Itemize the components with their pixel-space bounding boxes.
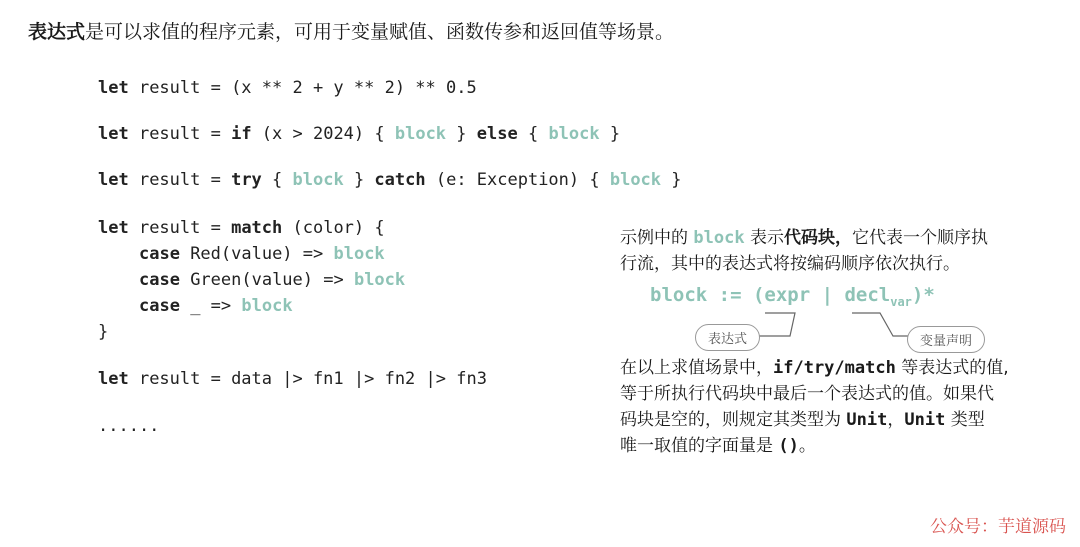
note-text: 示例中的 [620,228,694,248]
code-line-4 [98,215,385,241]
code-text: result = data |> fn1 |> fn2 |> fn3 [128,369,487,389]
note-text: 。 [798,436,816,456]
code-text: (color) { [282,218,385,238]
connector-expr [755,313,795,336]
code-text: Red(value) => [179,244,334,264]
watermark: 公众号：芋道源码 [930,517,1066,537]
kw: case [139,296,180,316]
grammar-rule [650,284,935,309]
code-text: (x > 2024) { [251,124,395,144]
kw: let [98,78,129,98]
block-word: block [693,228,745,248]
code-text: result = [128,218,232,238]
code-text: _ => [179,296,242,316]
kw: case [139,270,180,290]
kw: let [98,124,129,144]
code-text: result = (x ** 2 + y ** 2) ** 0.5 [128,78,477,98]
connector-decl [852,313,908,336]
kw: case [139,244,180,264]
note-line [620,433,1009,459]
note-text: 在以上求值场景中， [620,358,773,378]
note-text: 唯一取值的字面量是 [620,436,779,456]
note-mono: Unit [904,410,946,430]
block-word: block [292,170,344,190]
note-line [620,225,988,251]
grammar-text: )* [911,284,935,306]
kw: let [98,369,129,389]
block-word: block [333,244,385,264]
code-text: } [599,124,621,144]
note-line: 行流，其中的表达式将按编码顺序依次执行。 [620,254,960,274]
code-line-9 [98,366,487,392]
note-block-desc [620,225,988,277]
code-line-1 [98,75,477,101]
code-text: } [446,124,477,144]
code-text: result = [128,170,232,190]
kw: let [98,170,129,190]
note-text: 类型 [945,410,985,430]
code-text: { [261,170,293,190]
page-title [28,18,674,46]
block-word: block [609,170,662,190]
code-line-8: } [98,322,109,342]
grammar-text: block := (expr | decl [650,284,891,306]
kw: try [231,170,262,190]
block-word: block [353,270,406,290]
kw: let [98,218,129,238]
note-line [620,407,1009,433]
tag-variable-declaration: 变量声明 [907,326,985,353]
code-text: { [517,124,549,144]
note-bold: 代码块， [784,228,852,248]
note-mono: Unit [846,410,888,430]
title-bold: 表达式 [28,21,86,43]
code-line-6 [139,267,405,293]
block-word: block [548,124,600,144]
code-line-3 [98,167,682,193]
note-line [620,355,1009,381]
note-text: 它代表一个顺序执 [852,228,988,248]
code-text: (e: Exception) { [425,170,610,190]
note-mono: if/try/match [773,358,896,378]
note-text: 等表达式的值, [895,358,1009,378]
note-line: 等于所执行代码块中最后一个表达式的值。如果代 [620,384,994,404]
code-text: result = [128,124,232,144]
note-text: 表示 [744,228,784,248]
note-text: 码块是空的，则规定其类型为 [620,410,847,430]
code-ellipsis: ...... [98,416,160,436]
code-text: } [661,170,682,190]
kw: if [231,124,252,144]
note-mono: () [778,436,799,456]
kw: else [476,124,518,144]
note-text: ， [887,410,905,430]
note-value-desc [620,355,1009,459]
code-line-7 [139,293,293,319]
block-word: block [241,296,293,316]
code-line-2 [98,121,620,147]
title-rest: 是可以求值的程序元素，可用于变量赋值、函数传参和返回值等场景。 [85,21,675,43]
code-text: Green(value) => [179,270,354,290]
code-line-5 [139,241,385,267]
grammar-sub: var [890,294,912,309]
block-word: block [394,124,447,144]
kw: match [231,218,283,238]
kw: catch [374,170,426,190]
code-text: } [343,170,375,190]
tag-expression: 表达式 [695,324,760,351]
